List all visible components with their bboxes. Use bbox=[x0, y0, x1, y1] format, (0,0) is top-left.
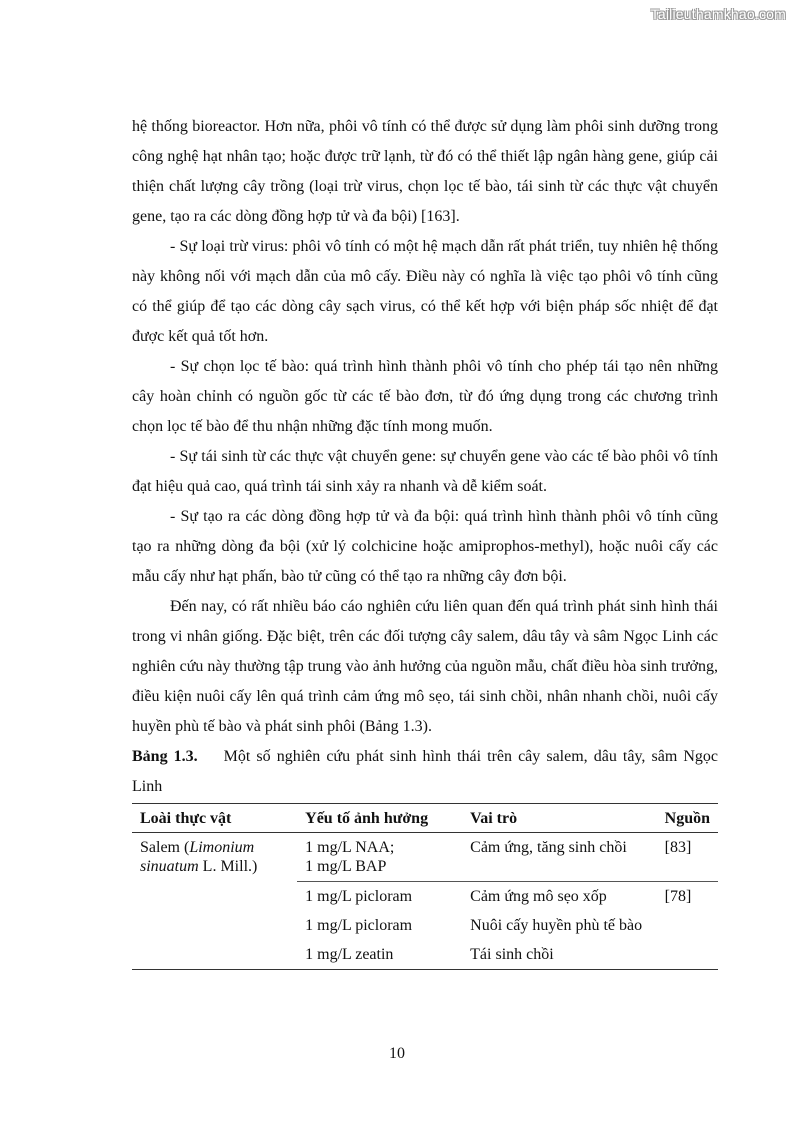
role-cell: Cảm ứng, tăng sinh chồi bbox=[470, 839, 627, 856]
source-cell bbox=[657, 911, 718, 940]
paragraph-2: - Sự loại trừ virus: phôi vô tính có một hệ mạch dẫn rất phát triển, tuy nhiên hệ thống này không nối với mạch dẫn của mô cấy. Điều này có nghĩa là việc tạo phôi vô tính cũng có thể giúp để tạo các dòng cây sạch virus, có thể kết hợp với biện pháp sốc nhiệt để đạt được kết quả tốt hơn. bbox=[132, 238, 718, 345]
header-species: Loài thực vật bbox=[132, 804, 297, 833]
header-factor: Yếu tố ảnh hưởng bbox=[297, 804, 462, 833]
role-cell: Nuôi cấy huyền phù tế bào bbox=[470, 917, 643, 934]
role-cell: Tái sinh chồi bbox=[462, 940, 657, 970]
source-cell bbox=[657, 940, 718, 970]
paragraph-5: - Sự tạo ra các dòng đồng hợp tử và đa bội: quá trình hình thành phôi vô tính cũng tạo ra những dòng đa bội (xử lý colchicine hoặc amiprophos-methyl), hoặc nuôi cấy các mẫu cấy như hạt phấn, bào tử cũng có thể tạo ra những cây đơn bội. bbox=[132, 508, 718, 585]
paragraph-3: - Sự chọn lọc tế bào: quá trình hình thành phôi vô tính cho phép tái tạo nên những cây hoàn chỉnh có nguồn gốc từ các tế bào đơn, từ đó ứng dụng trong các chương trình chọn lọc tế bào để thu nhận những đặc tính mong muốn. bbox=[132, 358, 718, 435]
table-caption bbox=[132, 742, 718, 802]
factor-cell bbox=[297, 833, 462, 882]
table-caption-text: Một số nghiên cứu phát sinh hình thái trên cây salem, dâu tây, sâm Ngọc Linh bbox=[132, 748, 719, 795]
table-row bbox=[132, 833, 718, 882]
watermark-text: Tailieuthamkhao.com bbox=[650, 6, 786, 22]
paragraph-1: hệ thống bioreactor. Hơn nữa, phôi vô tính có thể được sử dụng làm phôi sinh dưỡng trong công nghệ hạt nhân tạo; hoặc được trữ lạnh, từ đó có thể thiết lập ngân hàng gene, giúp cải thiện chất lượng cây trồng (loại trừ virus, chọn lọc tế bào, tái sinh từ các thực vật chuyển gene, tạo ra các dòng đồng hợp tử và đa bội) [163]. bbox=[132, 118, 718, 225]
paragraph-4: - Sự tái sinh từ các thực vật chuyển gene: sự chuyển gene vào các tế bào phôi vô tính đạt hiệu quả cao, quá trình tái sinh xảy ra nhanh và dễ kiểm soát. bbox=[132, 448, 718, 495]
factor-text: 1 mg/L NAA; 1 mg/L BAP bbox=[305, 839, 395, 875]
species-suffix: L. Mill.) bbox=[198, 858, 258, 875]
header-role: Vai trò bbox=[462, 804, 657, 833]
species-cell bbox=[132, 833, 297, 970]
factor-cell: 1 mg/L picloram bbox=[297, 882, 462, 912]
header-source: Nguồn bbox=[657, 804, 718, 833]
page-number: 10 bbox=[389, 1045, 405, 1062]
body-text bbox=[132, 112, 718, 802]
source-cell: [78] bbox=[657, 882, 718, 912]
morphogenesis-table bbox=[132, 803, 718, 970]
factor-cell: 1 mg/L picloram bbox=[305, 917, 413, 934]
source-cell: [83] bbox=[664, 839, 692, 856]
paragraph-6: Đến nay, có rất nhiều báo cáo nghiên cứu liên quan đến quá trình phát sinh hình thái trong vi nhân giống. Đặc biệt, trên các đối tượng cây salem, dâu tây và sâm Ngọc Linh các nghiên cứu này thường tập trung vào ảnh hưởng của nguồn mẫu, chất điều hòa sinh trưởng, điều kiện nuôi cấy lên quá trình cảm ứng mô sẹo, tái sinh chồi, nhân nhanh chồi, nuôi cấy huyền phù tế bào và phát sinh phôi (Bảng 1.3). bbox=[132, 598, 718, 735]
table-header-row bbox=[132, 804, 718, 833]
role-cell: Cảm ứng mô sẹo xốp bbox=[462, 882, 657, 912]
species-prefix: Salem ( bbox=[140, 839, 190, 856]
species-latin-name: Limonium sinuatum bbox=[140, 839, 255, 875]
factor-cell: 1 mg/L zeatin bbox=[297, 940, 462, 970]
table-caption-label: Bảng 1.3. bbox=[132, 748, 198, 765]
